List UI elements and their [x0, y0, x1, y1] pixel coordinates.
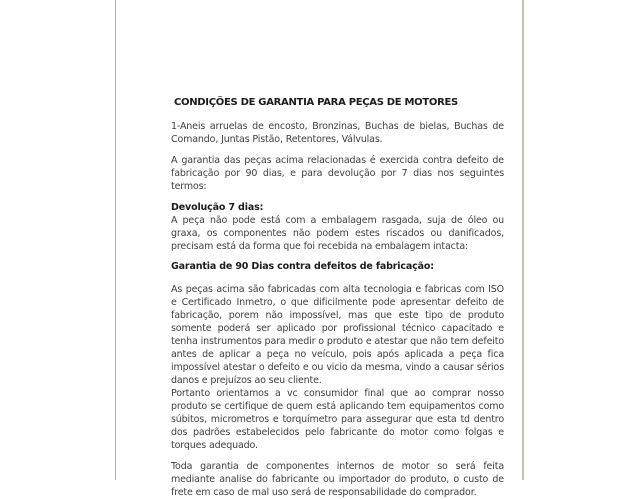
document-page	[115, 0, 524, 498]
warranty-90-days-paragraph-2: Portanto orientamos a vc consumidor final que ao comprar nosso produto se certifique de quem está aplicando tem equipamentos como súbitos, micrometros e torquímetro para assegurar que esta td dentro dos padrões estabelecidos pelo fabricante do motor como folgas e torques adequado.	[171, 388, 504, 451]
document-title: CONDIÇÕES DE GARANTIA PARA PEÇAS DE MOTORES	[174, 97, 458, 108]
warranty-summary-paragraph: A garantia das peças acima relacionadas é exercida contra defeito de fabricação por 90 dias, e para devolução por 7 dias nos seguintes termos:	[171, 155, 504, 192]
document-content	[171, 96, 504, 499]
return-policy-heading: Devolução 7 dias:	[171, 202, 264, 213]
warranty-90-days-heading: Garantia de 90 Dias contra defeitos de fabricação:	[171, 261, 434, 272]
final-note-paragraph: Toda garantia de componentes internos de motor so será feita mediante analise do fabricante ou importador do produto, o custo de frete em caso de mal uso será de responsabilidade do comprador.	[171, 461, 504, 498]
return-policy-paragraph: A peça não pode está com a embalagem rasgada, suja de óleo ou graxa, os componentes não podem estes riscados ou danificados, precisam está da forma que foi recebida na embalagem intacta:	[171, 215, 504, 252]
warranty-90-days-paragraph-1: As peças acima são fabricadas com alta tecnologia e fabricas com ISO e Certificado Inmetro, o que dificilmente pode apresentar defeito de fabricação, porem não impossível, mas que este tipo de produto somente poderá ser aplicado por profissional técnico capacitado e tenha instrumentos para medir o produto e atestar que não tem defeito antes de aplicar a peça no veículo, pois após aplicada a peça fica impossível atestar o defeito e ou vicio da mesma, vindo a causar sérios danos e prejuízos ao seu cliente.	[171, 284, 504, 386]
parts-list-paragraph: 1-Aneis arruelas de encosto, Bronzinas, Buchas de bielas, Buchas de Comando, Juntas Pistão, Retentores, Válvulas.	[171, 121, 504, 145]
